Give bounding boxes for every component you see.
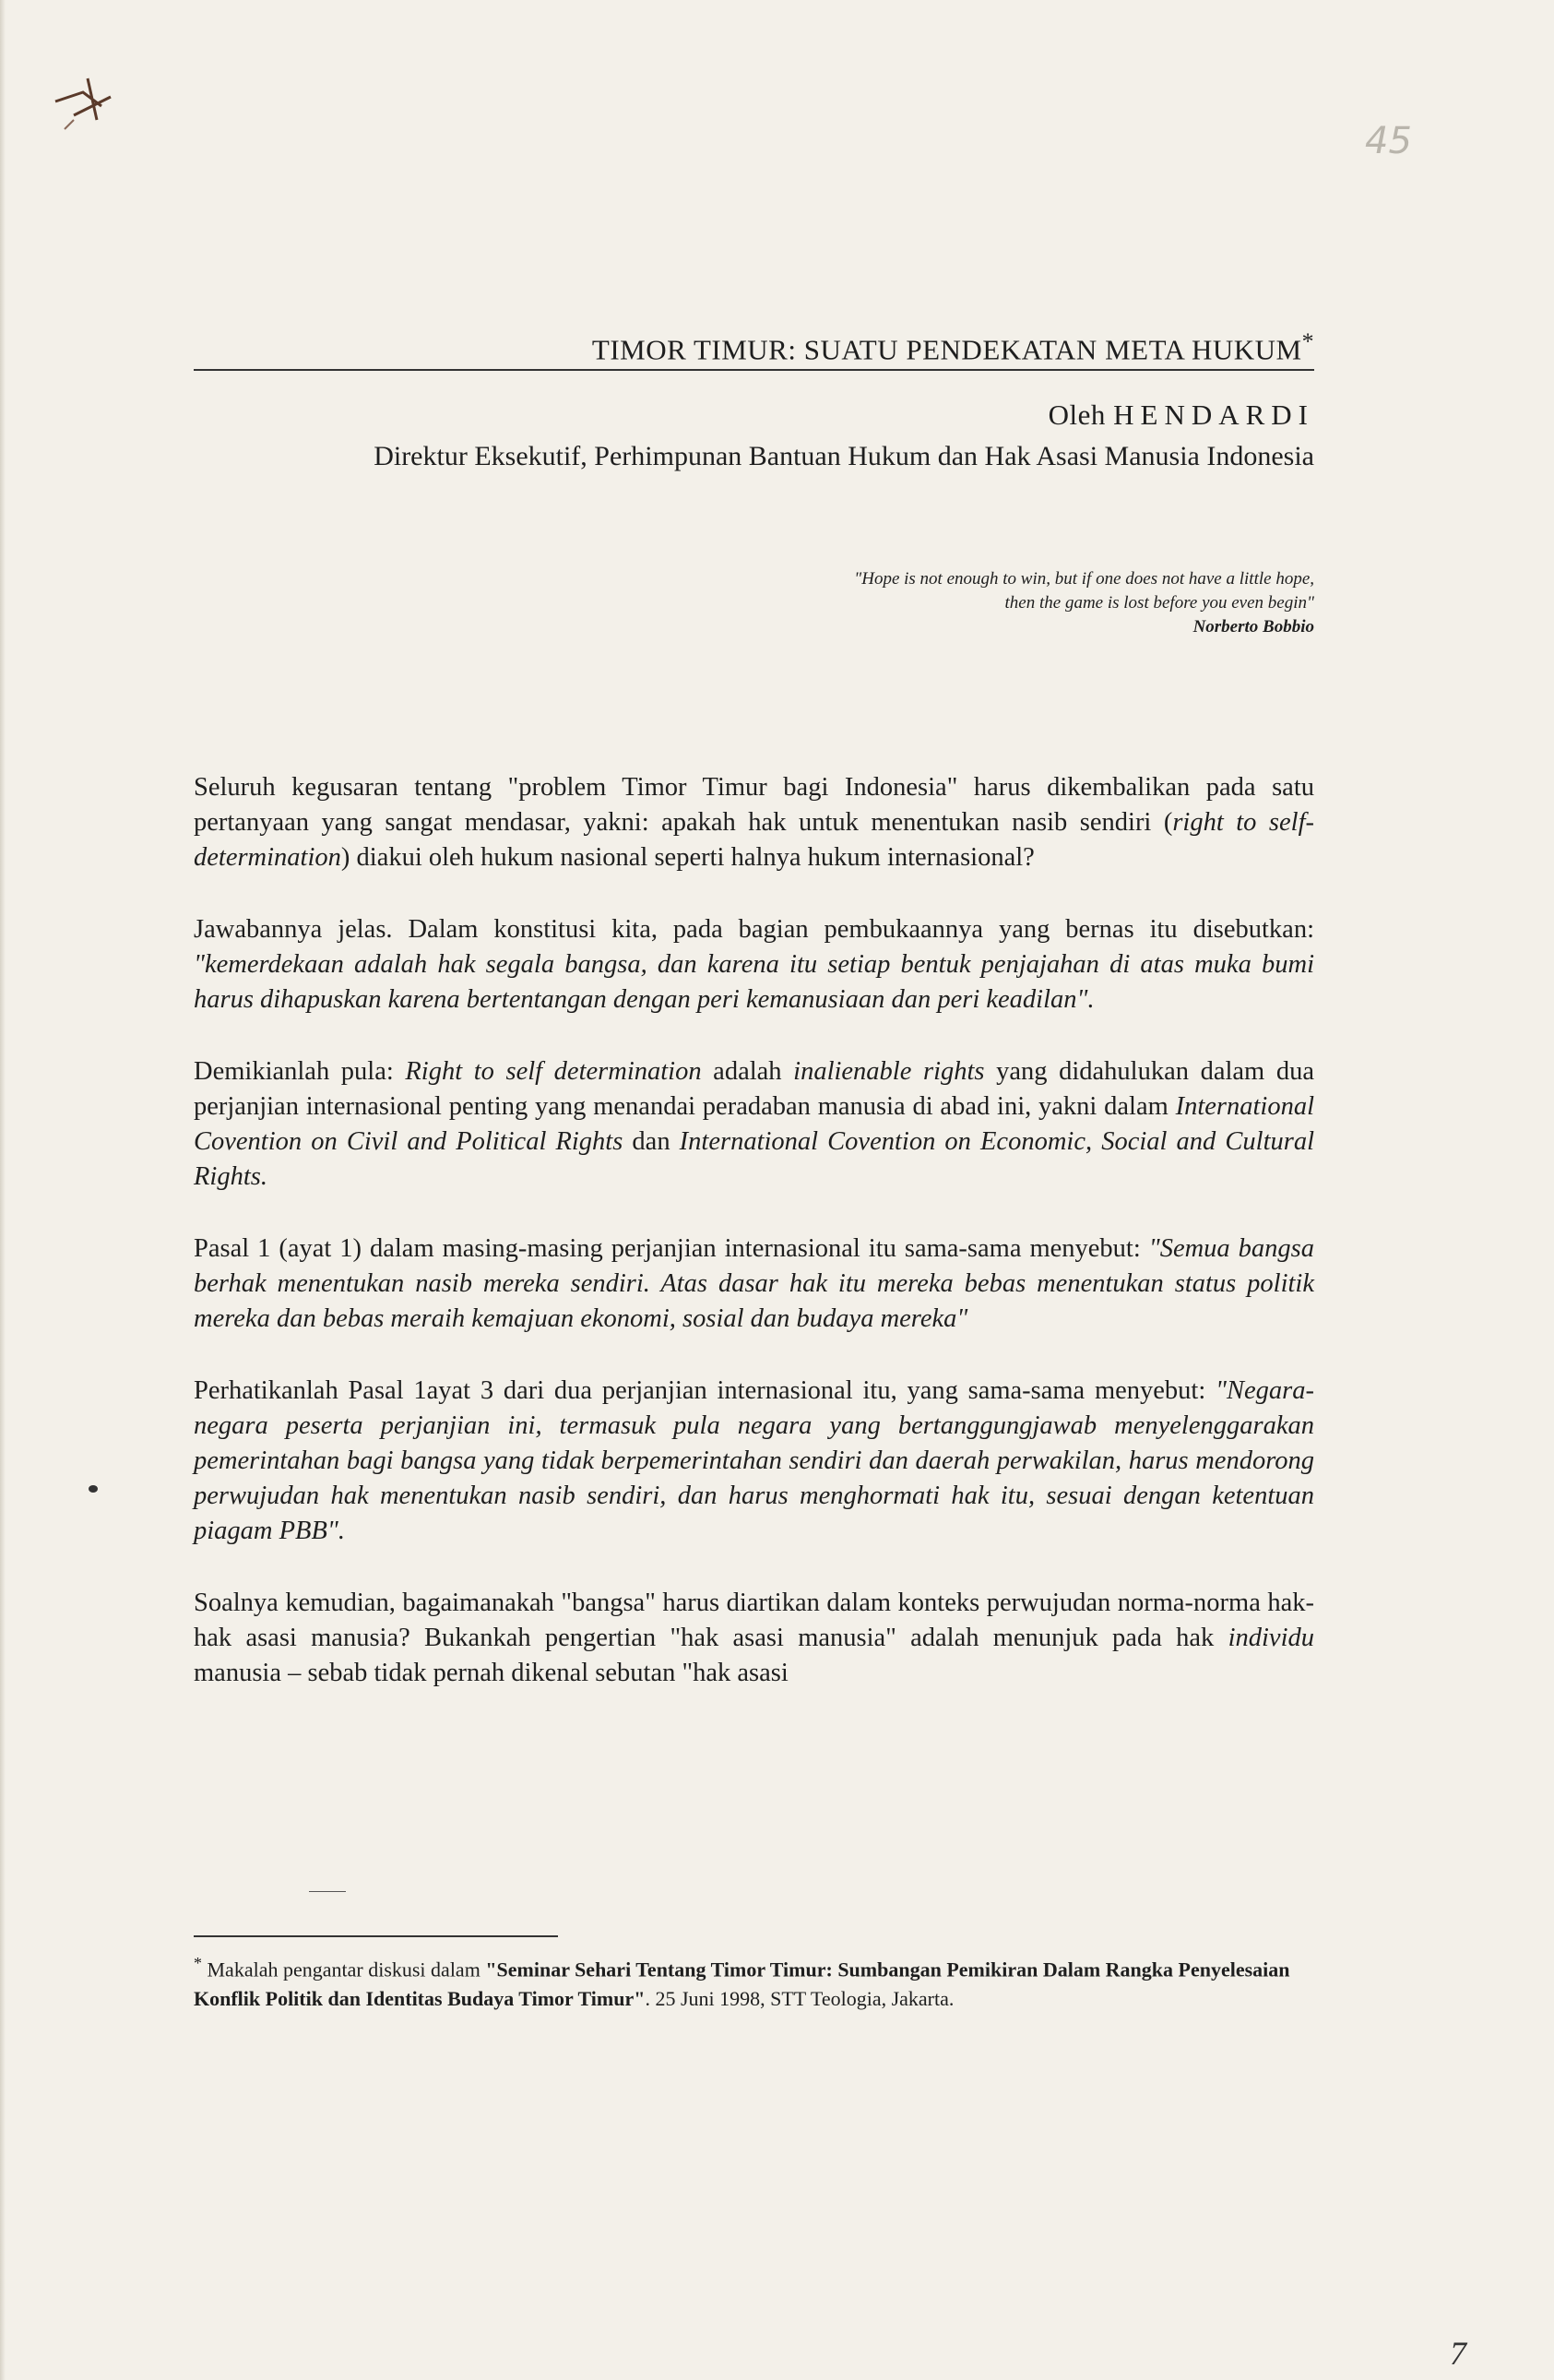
epigraph-line-2: then the game is lost before you even begin" (1004, 593, 1314, 613)
title-footnote-marker: * (1301, 327, 1314, 354)
paragraph-3-text-c: yang didahulukan dalam dua perjanjian internasional penting yang menandai peradaban manusia di abad ini, yakni dalam (194, 1057, 1314, 1121)
footnote-text-a: Makalah pengantar diskusi dalam (207, 1958, 486, 1981)
paragraph-5-italic: "Negara-negara peserta perjanjian ini, termasuk pula negara yang bertanggungjawab menyelenggarakan pemerintahan bagi bangsa yang tidak berpemerintahan sendiri dan daerah perwakilan, harus mendorong perwujudan hak menentukan nasib sendiri, dan harus menghormati hak itu, sesuai dengan ketentuan piagam PBB". (194, 1376, 1314, 1545)
footnote-bold: "Seminar Sehari Tentang Timor Timur: Sumbangan Pemikiran Dalam Rangka Penyelesaian Konflik Politik dan Identitas Budaya Timor Timur" (194, 1958, 1290, 2011)
paragraph-6 (194, 1586, 1314, 1691)
paragraph-3-italic-a: Right to self determination (405, 1057, 702, 1086)
scan-edge-shadow (0, 0, 6, 2380)
paragraph-1-text-b: ) diakui oleh hukum nasional seperti halnya hukum internasional? (340, 843, 1035, 872)
author-prefix: Oleh (1048, 399, 1106, 431)
footnote-marker: * (194, 1954, 202, 1972)
epigraph (480, 567, 1314, 639)
footnote (194, 1948, 1314, 2014)
paragraph-3-text-d: dan (623, 1127, 680, 1156)
author-affiliation: Direktur Eksekutif, Perhimpunan Bantuan Hukum dan Hak Asasi Manusia Indonesia (374, 441, 1314, 471)
paragraph-6-italic: individu (1228, 1624, 1314, 1652)
paragraph-2-italic: "kemerdekaan adalah hak segala bangsa, dan karena itu setiap bentuk penjajahan di atas muka bumi harus dihapuskan karena bertentangan dengan peri kemanusiaan dan peri keadilan". (194, 950, 1314, 1014)
paragraph-5 (194, 1374, 1314, 1549)
author-name: HENDARDI (1113, 399, 1314, 431)
page-number-top: 45 (1365, 120, 1412, 162)
paragraph-5-text-a: Perhatikanlah Pasal 1ayat 3 dari dua perjanjian internasional itu, yang sama-sama menyebut: (194, 1376, 1216, 1405)
paragraph-3-italic-d: International Covention on Economic, Social and Cultural Rights. (194, 1127, 1315, 1191)
footnote-rule (194, 1935, 558, 1937)
paragraph-3-italic-b: inalienable rights (793, 1057, 985, 1086)
epigraph-line-1: "Hope is not enough to win, but if one does not have a little hope, (854, 569, 1314, 589)
paragraph-3-text-a: Demikianlah pula: (194, 1057, 406, 1086)
title-rule (194, 369, 1314, 371)
paragraph-1-italic: right to self-determination (194, 808, 1314, 872)
paragraph-4 (194, 1232, 1314, 1337)
paragraph-1-text-a: Seluruh kegusaran tentang "problem Timor Timur bagi Indonesia" harus dikembalikan pada satu pertanyaan yang sangat mendasar, yakni: apakah hak untuk menentukan nasib sendiri ( (194, 773, 1314, 837)
paragraph-1 (194, 770, 1314, 875)
paragraph-3-italic-c: International Covention on Civil and Political Rights (194, 1092, 1314, 1156)
paragraph-2 (194, 912, 1314, 1017)
epigraph-attribution: Norberto Bobbio (1192, 617, 1314, 637)
title-text: TIMOR TIMUR: SUATU PENDEKATAN META HUKUM (591, 333, 1302, 366)
footnote-short-rule (309, 1891, 346, 1892)
body-text (194, 770, 1314, 1728)
paragraph-3-text-b: adalah (701, 1057, 794, 1086)
paragraph-4-text-a: Pasal 1 (ayat 1) dalam masing-masing perjanjian internasional itu sama-sama menyebut: (194, 1234, 1149, 1263)
ink-scribble-mark (46, 65, 129, 148)
paragraph-3 (194, 1054, 1314, 1195)
footnote-text-b: . 25 Juni 1998, STT Teologia, Jakarta. (645, 1987, 955, 2011)
paragraph-2-text-a: Jawabannya jelas. Dalam konstitusi kita, pada bagian pembukaannya yang bernas itu disebutkan: (194, 915, 1314, 944)
paragraph-6-text-a: Soalnya kemudian, bagaimanakah "bangsa" harus diartikan dalam konteks perwujudan norma-norma hak-hak asasi manusia? Bukankah pengertian "hak asasi manusia" adalah menunjuk pada hak (194, 1589, 1314, 1652)
author-line (194, 399, 1314, 432)
page-number-bottom: 7 (1450, 2335, 1466, 2372)
paragraph-4-italic: "Semua bangsa berhak menentukan nasib mereka sendiri. Atas dasar hak itu mereka bebas menentukan status politik mereka dan bebas meraih kemajuan ekonomi, sosial dan budaya mereka" (194, 1234, 1314, 1333)
margin-ink-mark (89, 1485, 98, 1493)
document-title (194, 327, 1314, 366)
paragraph-6-text-b: manusia – sebab tidak pernah dikenal sebutan "hak asasi (194, 1659, 789, 1687)
